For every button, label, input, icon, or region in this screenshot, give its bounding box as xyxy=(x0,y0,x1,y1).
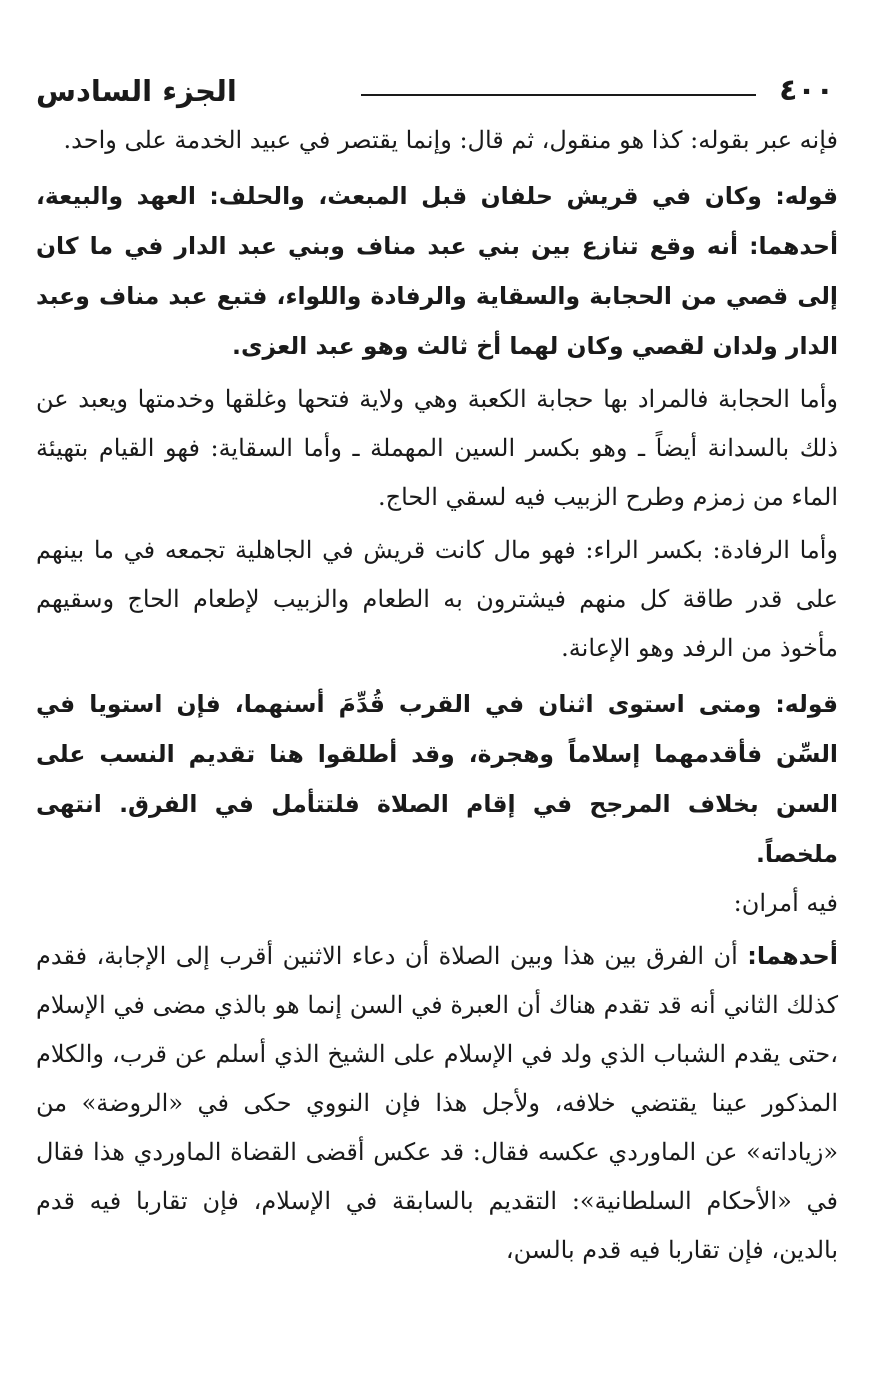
running-title: الجزء السادس xyxy=(36,74,237,108)
header-rule xyxy=(361,94,756,96)
quoted-statement-alliances: قوله: وكان في قريش حلفان قبل المبعث، والحلف: العهد والبيعة، أحدهما: أنه وقع تنازع بين بني عبد مناف وبني عبد الدار في ما كان إلى قصي من الحجابة والسقاية والرفادة واللواء، فتبع عبد مناف وعبد الدار ولدان لقصي وكان لهما أخ ثالث وهو عبد العزى. xyxy=(36,182,838,360)
book-page xyxy=(36,70,838,1275)
page-number: ٤٠٠ xyxy=(779,73,834,108)
quoted-statement-precedence: قوله: ومتى استوى اثنان في القرب قُدِّمَ أسنهما، فإن استويا في السِّن فأقدمهما إسلاماً وهجرة، وقد أطلقوا هنا تقديم النسب على السن بخلاف المرجح في إقام الصلاة فلتتأمل في الفرق. انتهى ملخصاً. xyxy=(36,690,838,868)
paragraph-two-matters: فيه أمران: xyxy=(733,889,838,917)
paragraph-hijaba: وأما الحجابة فالمراد بها حجابة الكعبة وهي ولاية فتحها وغلقها وخدمتها ويعبد عن ذلك بالسدانة أيضاً ـ وهو بكسر السين المهملة ـ وأما السقاية: فهو القيام بتهيئة الماء من زمزم وطرح الزبيب فيه لسقي الحاج. xyxy=(36,385,838,511)
lead-word: أحدهما: xyxy=(747,942,838,970)
paragraph-continuation: فإنه عبر بقوله: كذا هو منقول، ثم قال: وإنما يقتصر في عبيد الخدمة على واحد. xyxy=(63,126,838,154)
paragraph-rifada: وأما الرفادة: بكسر الراء: فهو مال كانت قريش في الجاهلية تجمعه في ما بينهم على قدر طاقة كل منهم فيشترون به الطعام والزبيب لإطعام الحاج وسقيهم مأخوذ من الرفد وهو الإعانة. xyxy=(36,536,838,662)
first-matter-text: أن الفرق بين هذا وبين الصلاة أن دعاء الاثنين أقرب إلى الإجابة، فقدم كذلك الثاني أنه قد تقدم هناك أن العبرة في السن إنما هو بالذي مضى في الإسلام ،حتى يقدم الشباب الذي ولد في الإسلام على الشيخ الذي أسلم عن قرب، والكلام المذكور عينا يقتضي خلافه، ولأجل هذا فإن النووي حكى في «الروضة» من «زياداته» عن الماوردي عكسه فقال: قد عكس أقضى القضاة الماوردي هذا فقال في «الأحكام السلطانية»: التقديم بالسابقة في الإسلام، فإن تقاربا فيه قدم بالدين، فإن تقاربا فيه قدم بالسن، xyxy=(36,942,838,1264)
paragraph-first-matter xyxy=(36,932,838,1275)
page-header xyxy=(36,70,838,116)
